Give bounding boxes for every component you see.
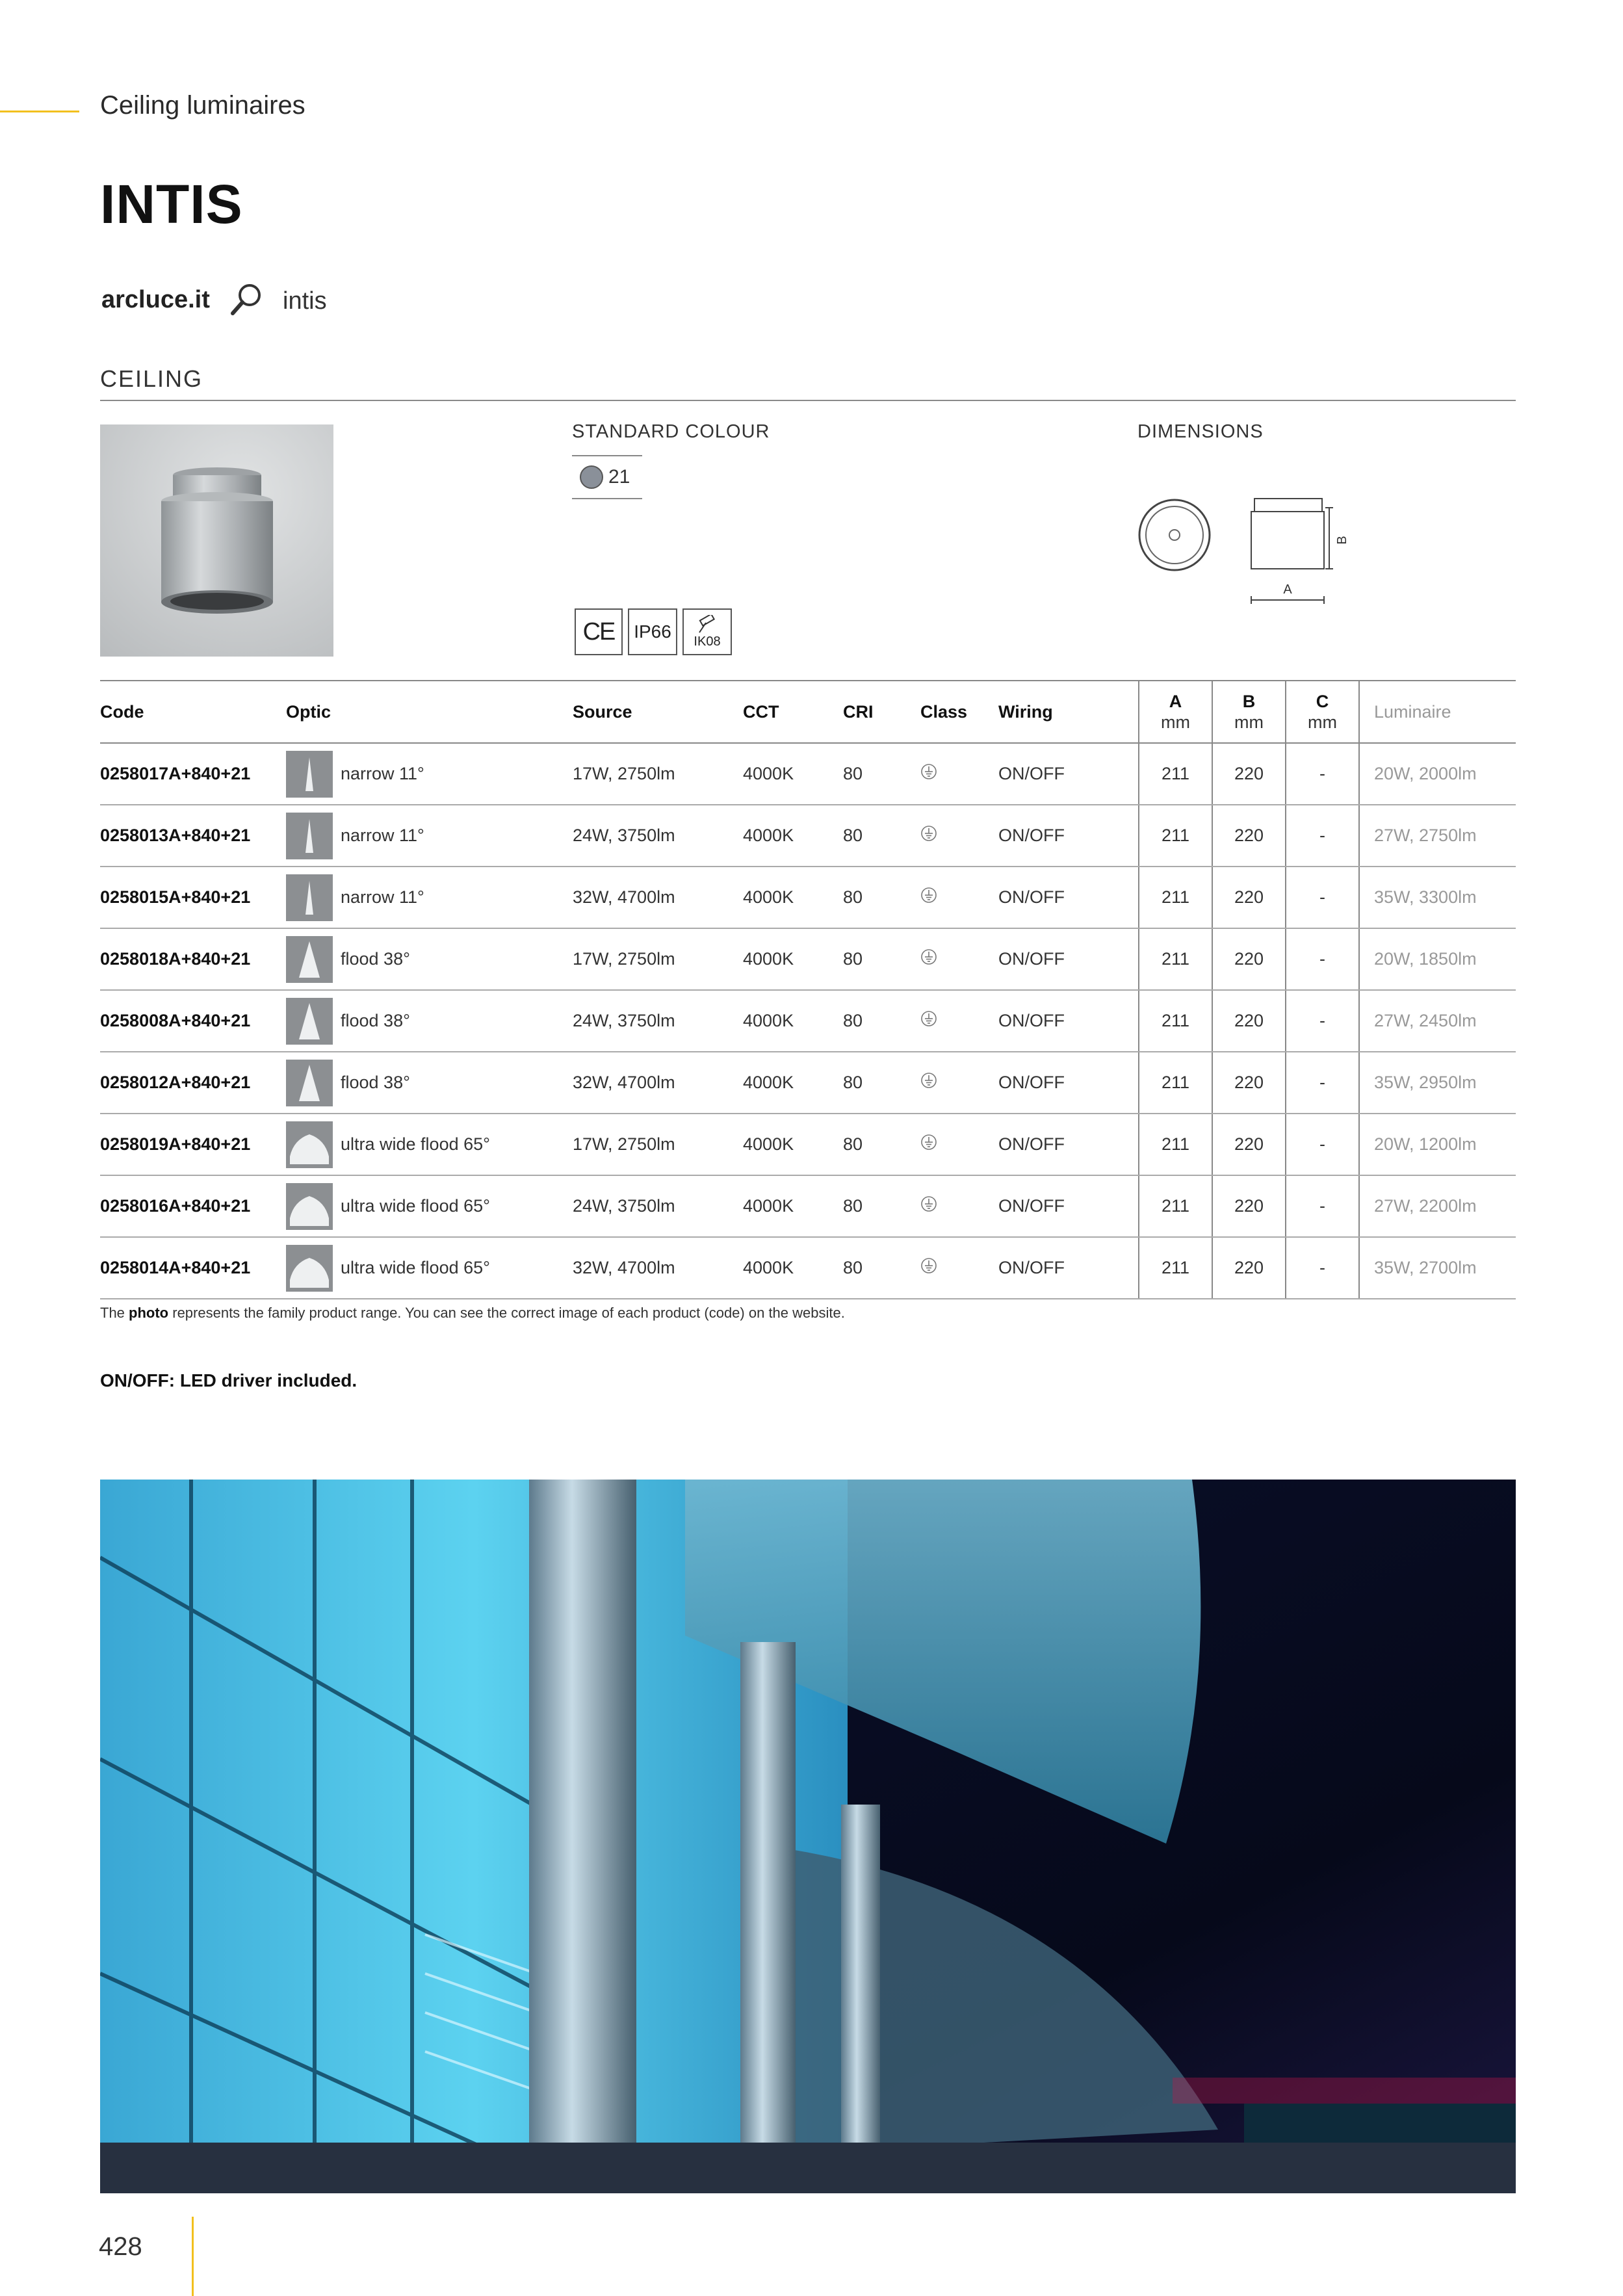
dimension-c: - — [1286, 1175, 1359, 1237]
dimension-a: 211 — [1139, 928, 1212, 990]
spec-table — [100, 680, 1516, 1299]
ik-rating-label: IK08 — [694, 634, 721, 649]
dimension-b: 220 — [1212, 928, 1286, 990]
wide-beam-icon — [286, 1121, 333, 1168]
col-cri: CRI — [843, 681, 920, 743]
product-code: 0258014A+840+21 — [100, 1237, 286, 1299]
optic-cell — [286, 867, 573, 928]
dimension-a: 211 — [1139, 1114, 1212, 1175]
class-cell — [920, 990, 998, 1052]
wiring-value: ON/OFF — [998, 990, 1139, 1052]
accent-line — [0, 111, 79, 112]
narrow-beam-icon — [286, 813, 333, 859]
table-row — [100, 867, 1516, 928]
wiring-value: ON/OFF — [998, 805, 1139, 867]
cct-value: 4000K — [743, 928, 843, 990]
table-row — [100, 990, 1516, 1052]
dimension-b: 220 — [1212, 743, 1286, 805]
category-subheading: CEILING — [100, 365, 203, 392]
earth-ground-icon — [920, 1072, 937, 1089]
dimension-c: - — [1286, 1052, 1359, 1114]
cri-value: 80 — [843, 1175, 920, 1237]
dimension-b: 220 — [1212, 867, 1286, 928]
table-row — [100, 928, 1516, 990]
col-source: Source — [573, 681, 743, 743]
footnote-text-start: The — [100, 1305, 129, 1321]
footnote-emphasis: photo — [129, 1305, 169, 1321]
page-title: INTIS — [100, 174, 243, 235]
table-row — [100, 1237, 1516, 1299]
col-c — [1286, 681, 1359, 743]
cri-value: 80 — [843, 1237, 920, 1299]
dimension-a: 211 — [1139, 805, 1212, 867]
wiring-value: ON/OFF — [998, 1052, 1139, 1114]
optic-cell — [286, 928, 573, 990]
cct-value: 4000K — [743, 1237, 843, 1299]
optic-label: ultra wide flood 65° — [341, 1258, 490, 1277]
dimension-b: 220 — [1212, 805, 1286, 867]
col-a-unit: mm — [1161, 712, 1190, 732]
cri-value: 80 — [843, 1052, 920, 1114]
optic-cell — [286, 743, 573, 805]
dimension-a: 211 — [1139, 1052, 1212, 1114]
wiring-value: ON/OFF — [998, 1175, 1139, 1237]
source-value: 24W, 3750lm — [573, 990, 743, 1052]
class-cell — [920, 1114, 998, 1175]
product-code: 0258016A+840+21 — [100, 1175, 286, 1237]
optic-cell — [286, 1114, 573, 1175]
cct-value: 4000K — [743, 867, 843, 928]
cri-value: 80 — [843, 805, 920, 867]
dimension-b: 220 — [1212, 990, 1286, 1052]
narrow-beam-icon — [286, 751, 333, 798]
wiring-value: ON/OFF — [998, 928, 1139, 990]
product-code: 0258013A+840+21 — [100, 805, 286, 867]
earth-ground-icon — [920, 887, 937, 904]
ce-mark-label: CE — [582, 618, 615, 646]
divider — [100, 400, 1516, 401]
application-photo — [100, 1480, 1516, 2193]
ce-mark — [575, 608, 623, 655]
product-code: 0258018A+840+21 — [100, 928, 286, 990]
optic-cell — [286, 1052, 573, 1114]
optic-cell — [286, 1175, 573, 1237]
optic-label: ultra wide flood 65° — [341, 1196, 490, 1216]
website-link[interactable]: arcluce.it — [101, 286, 210, 313]
cri-value: 80 — [843, 1114, 920, 1175]
earth-ground-icon — [920, 763, 937, 780]
earth-ground-icon — [920, 1134, 937, 1151]
colour-option[interactable] — [572, 455, 642, 499]
earth-ground-icon — [920, 825, 937, 842]
photo-footnote — [100, 1305, 845, 1322]
dimension-b: 220 — [1212, 1175, 1286, 1237]
dimensions-heading: DIMENSIONS — [1137, 421, 1264, 442]
luminaire-value: 20W, 1200lm — [1359, 1114, 1516, 1175]
product-code: 0258015A+840+21 — [100, 867, 286, 928]
dimensions-drawing — [1134, 491, 1362, 608]
section-label: Ceiling luminaires — [100, 91, 305, 120]
source-value: 24W, 3750lm — [573, 1175, 743, 1237]
table-row — [100, 805, 1516, 867]
optic-wrapper — [286, 1121, 573, 1168]
product-code: 0258008A+840+21 — [100, 990, 286, 1052]
ik-rating-badge — [682, 608, 732, 655]
source-value: 24W, 3750lm — [573, 805, 743, 867]
optic-wrapper — [286, 1060, 573, 1106]
wiring-note: ON/OFF: LED driver included. — [100, 1370, 357, 1390]
luminaire-value: 35W, 3300lm — [1359, 867, 1516, 928]
earth-ground-icon — [920, 1010, 937, 1027]
table-row — [100, 1052, 1516, 1114]
colour-swatch — [580, 465, 603, 489]
optic-wrapper — [286, 1245, 573, 1292]
cct-value: 4000K — [743, 1175, 843, 1237]
optic-cell — [286, 1237, 573, 1299]
dimension-c: - — [1286, 928, 1359, 990]
standard-colour-heading: STANDARD COLOUR — [572, 421, 770, 442]
luminaire-value: 27W, 2450lm — [1359, 990, 1516, 1052]
col-c-label: C — [1316, 692, 1329, 711]
cri-value: 80 — [843, 990, 920, 1052]
dimension-a: 211 — [1139, 1175, 1212, 1237]
luminaire-value: 35W, 2950lm — [1359, 1052, 1516, 1114]
product-photo — [100, 424, 333, 657]
optic-label: flood 38° — [341, 1073, 410, 1092]
dimension-a: 211 — [1139, 1237, 1212, 1299]
optic-cell — [286, 805, 573, 867]
optic-label: narrow 11° — [341, 887, 424, 907]
wiring-value: ON/OFF — [998, 867, 1139, 928]
col-optic: Optic — [286, 681, 573, 743]
optic-label: flood 38° — [341, 1011, 410, 1030]
cri-value: 80 — [843, 743, 920, 805]
dimension-label-b: B — [1335, 536, 1349, 545]
product-code: 0258019A+840+21 — [100, 1114, 286, 1175]
table-row — [100, 1175, 1516, 1237]
dimension-a: 211 — [1139, 990, 1212, 1052]
cct-value: 4000K — [743, 743, 843, 805]
luminaire-value: 20W, 2000lm — [1359, 743, 1516, 805]
col-cct: CCT — [743, 681, 843, 743]
col-a — [1139, 681, 1212, 743]
table-header-row — [100, 681, 1516, 743]
colour-code: 21 — [608, 466, 630, 488]
dimension-b: 220 — [1212, 1052, 1286, 1114]
col-a-label: A — [1169, 692, 1182, 711]
optic-cell — [286, 990, 573, 1052]
dimension-a: 211 — [1139, 743, 1212, 805]
wiring-value: ON/OFF — [998, 743, 1139, 805]
footnote-text-end: represents the family product range. You can see the correct image of each product (code) on the website. — [168, 1305, 845, 1321]
optic-wrapper — [286, 998, 573, 1045]
optic-label: flood 38° — [341, 949, 410, 969]
dimension-c: - — [1286, 867, 1359, 928]
hammer-icon — [693, 615, 721, 634]
source-value: 32W, 4700lm — [573, 1237, 743, 1299]
cct-value: 4000K — [743, 990, 843, 1052]
dimension-c: - — [1286, 805, 1359, 867]
cct-value: 4000K — [743, 1114, 843, 1175]
dimension-c: - — [1286, 1114, 1359, 1175]
class-cell — [920, 805, 998, 867]
col-b-label: B — [1242, 692, 1256, 711]
col-b — [1212, 681, 1286, 743]
class-cell — [920, 867, 998, 928]
col-class: Class — [920, 681, 998, 743]
source-value: 32W, 4700lm — [573, 867, 743, 928]
class-cell — [920, 1237, 998, 1299]
table-row — [100, 743, 1516, 805]
earth-ground-icon — [920, 948, 937, 965]
luminaire-value: 27W, 2750lm — [1359, 805, 1516, 867]
source-value: 17W, 2750lm — [573, 743, 743, 805]
footer-accent-line — [192, 2217, 194, 2296]
source-value: 17W, 2750lm — [573, 1114, 743, 1175]
table-row — [100, 1114, 1516, 1175]
class-cell — [920, 1052, 998, 1114]
optic-wrapper — [286, 813, 573, 859]
luminaire-value: 20W, 1850lm — [1359, 928, 1516, 990]
dimension-b: 220 — [1212, 1237, 1286, 1299]
cri-value: 80 — [843, 928, 920, 990]
col-luminaire: Luminaire — [1359, 681, 1516, 743]
source-value: 17W, 2750lm — [573, 928, 743, 990]
class-cell — [920, 928, 998, 990]
search-keyword: intis — [283, 287, 327, 315]
class-cell — [920, 743, 998, 805]
class-cell — [920, 1175, 998, 1237]
cri-value: 80 — [843, 867, 920, 928]
wide-beam-icon — [286, 1245, 333, 1292]
col-b-unit: mm — [1234, 712, 1264, 732]
optic-wrapper — [286, 874, 573, 921]
dimension-a: 211 — [1139, 867, 1212, 928]
dimension-c: - — [1286, 990, 1359, 1052]
flood-beam-icon — [286, 1060, 333, 1106]
optic-wrapper — [286, 936, 573, 983]
col-code: Code — [100, 681, 286, 743]
product-code: 0258017A+840+21 — [100, 743, 286, 805]
earth-ground-icon — [920, 1195, 937, 1212]
cct-value: 4000K — [743, 805, 843, 867]
page-number: 428 — [99, 2232, 142, 2261]
col-c-unit: mm — [1308, 712, 1337, 732]
dimension-label-a: A — [1283, 582, 1292, 597]
optic-label: narrow 11° — [341, 826, 424, 845]
product-code: 0258012A+840+21 — [100, 1052, 286, 1114]
source-value: 32W, 4700lm — [573, 1052, 743, 1114]
search-icon — [229, 282, 264, 319]
dimension-b: 220 — [1212, 1114, 1286, 1175]
dimension-c: - — [1286, 743, 1359, 805]
optic-wrapper — [286, 751, 573, 798]
ip-rating-badge — [628, 608, 677, 655]
wiring-value: ON/OFF — [998, 1114, 1139, 1175]
cct-value: 4000K — [743, 1052, 843, 1114]
ip-rating-label: IP66 — [634, 621, 671, 642]
flood-beam-icon — [286, 936, 333, 983]
earth-ground-icon — [920, 1257, 937, 1274]
narrow-beam-icon — [286, 874, 333, 921]
luminaire-value: 35W, 2700lm — [1359, 1237, 1516, 1299]
dimension-c: - — [1286, 1237, 1359, 1299]
wide-beam-icon — [286, 1183, 333, 1230]
col-wiring: Wiring — [998, 681, 1139, 743]
luminaire-value: 27W, 2200lm — [1359, 1175, 1516, 1237]
optic-label: narrow 11° — [341, 764, 424, 783]
optic-label: ultra wide flood 65° — [341, 1134, 490, 1154]
flood-beam-icon — [286, 998, 333, 1045]
optic-wrapper — [286, 1183, 573, 1230]
wiring-value: ON/OFF — [998, 1237, 1139, 1299]
